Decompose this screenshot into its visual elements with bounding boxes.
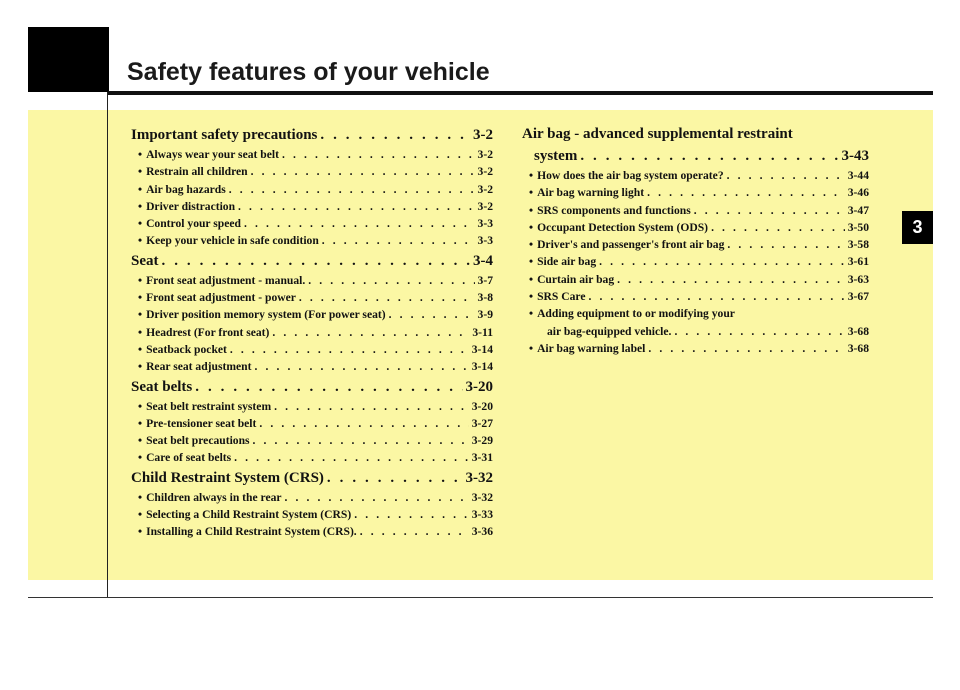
title-underline	[108, 91, 933, 95]
toc-entry-page: 3-32	[471, 490, 493, 504]
toc-entry-seat-belt-restraint-system[interactable]: • Seat belt restraint system . . . 3-20	[131, 398, 493, 415]
toc-entry-page: 3-50	[847, 220, 869, 234]
toc-entry-page: 3-20	[471, 399, 493, 413]
toc-entry-page: 3-29	[471, 434, 493, 448]
toc-entry-pre-tensioner-seat-belt[interactable]: • Pre-tensioner seat belt . . . 3-27	[131, 415, 493, 432]
toc-entry-title: Important safety precautions	[131, 127, 318, 143]
toc-entry-page: 3-2	[477, 182, 493, 196]
toc-entry-title: Driver distraction	[146, 199, 236, 213]
toc-entry-air-bag-hazards[interactable]: • Air bag hazards . . . 3-2	[131, 181, 493, 198]
margin-divider	[107, 92, 108, 598]
toc-entry-page: 3-4	[473, 252, 493, 269]
toc-entry-title-line1: Adding equipment to or modifying your	[537, 307, 735, 321]
toc-entry-selecting-crs[interactable]: • Selecting a Child Restraint System (CRS) . . . 3-33	[131, 506, 493, 523]
toc-entry-side-air-bag[interactable]: • Side air bag . . . 3-61	[522, 253, 869, 270]
toc-entry-page: 3-7	[477, 273, 493, 287]
toc-entry-title: Care of seat belts	[146, 451, 232, 465]
toc-entry-important-safety-precautions[interactable]	[131, 124, 493, 146]
toc-entry-air-bag-warning-light[interactable]: • Air bag warning light . . . 3-46	[522, 184, 869, 201]
toc-entry-page: 3-2	[473, 127, 493, 143]
toc-entry-driver-position-memory[interactable]: • Driver position memory system (For power seat) . . . 3-9	[131, 306, 493, 323]
toc-entry-title: SRS components and functions	[537, 203, 691, 217]
toc-entry-title: Seatback pocket	[146, 342, 227, 356]
toc-entry-page: 3-2	[477, 165, 493, 179]
toc-right-column	[522, 124, 869, 357]
page-title: Safety features of your vehicle	[127, 58, 490, 86]
toc-entry-page: 3-68	[847, 341, 869, 355]
toc-entry-restrain-all-children[interactable]: • Restrain all children . . . 3-2	[131, 163, 493, 180]
toc-entry-title: Curtain air bag	[537, 272, 615, 286]
toc-entry-title: Air bag warning light	[537, 186, 645, 200]
toc-entry-occupant-detection-system[interactable]: • Occupant Detection System (ODS) . . . 3-50	[522, 219, 869, 236]
toc-entry-child-restraint-system[interactable]	[131, 467, 493, 489]
toc-entry-children-in-rear[interactable]: • Children always in the rear . . . 3-32	[131, 489, 493, 506]
toc-entry-page: 3-2	[477, 148, 493, 161]
toc-entry-title: Selecting a Child Restraint System (CRS)	[146, 508, 352, 522]
toc-entry-page: 3-43	[841, 148, 869, 164]
toc-entry-page: 3-68	[847, 324, 869, 338]
toc-entry-page: 3-58	[847, 238, 869, 252]
toc-entry-page: 3-27	[471, 416, 493, 430]
toc-entry-keep-vehicle-safe[interactable]: • Keep your vehicle in safe condition . . . 3-3	[131, 232, 493, 249]
toc-entry-headrest[interactable]: • Headrest (For front seat) . . . 3-11	[131, 324, 493, 341]
toc-entry-page: 3-33	[471, 508, 493, 522]
toc-entry-front-air-bag[interactable]: • Driver's and passenger's front air bag . . . 3-58	[522, 236, 869, 253]
toc-entry-page: 3-61	[847, 255, 869, 269]
toc-entry-title: Installing a Child Restraint System (CRS).	[146, 525, 357, 539]
toc-entry-title: Control your speed	[146, 217, 241, 231]
toc-entry-title: Occupant Detection System (ODS)	[537, 220, 709, 234]
toc-entry-page: 3-20	[465, 378, 493, 395]
toc-entry-title: Child Restraint System (CRS)	[131, 469, 324, 486]
chapter-tab[interactable]	[902, 211, 933, 244]
toc-entry-title: Side air bag	[537, 255, 597, 269]
toc-entry-page: 3-32	[465, 469, 493, 486]
toc-entry-title: Headrest (For front seat)	[146, 325, 270, 339]
toc-entry-adding-equipment[interactable]: • Adding equipment to or modifying your air bag-equipped vehicle. . . . 3-68	[522, 305, 869, 340]
toc-entry-title: Driver's and passenger's front air bag	[537, 238, 725, 252]
toc-entry-seat-belts[interactable]	[131, 376, 493, 398]
toc-entry-page: 3-44	[847, 169, 869, 182]
toc-entry-title: Seat	[131, 252, 159, 269]
toc-entry-seat-belt-precautions[interactable]: • Seat belt precautions . . . 3-29	[131, 432, 493, 449]
toc-entry-title: Keep your vehicle in safe condition	[146, 234, 319, 248]
toc-entry-title: Front seat adjustment - power	[146, 291, 296, 305]
toc-entry-front-seat-power[interactable]: • Front seat adjustment - power . . . 3-8	[131, 289, 493, 306]
toc-entry-page: 3-8	[477, 291, 493, 305]
toc-entry-title: Driver position memory system (For power seat)	[146, 308, 386, 322]
toc-entry-title: Children always in the rear	[146, 490, 282, 504]
toc-entry-title: Seat belt precautions	[146, 434, 250, 448]
toc-entry-page: 3-11	[472, 325, 493, 339]
toc-entry-page: 3-9	[477, 308, 493, 322]
toc-entry-seatback-pocket[interactable]: • Seatback pocket . . . 3-14	[131, 341, 493, 358]
toc-left-column	[131, 124, 493, 541]
toc-entry-rear-seat-adjustment[interactable]: • Rear seat adjustment . . . 3-14	[131, 358, 493, 375]
toc-entry-title: Restrain all children	[146, 165, 248, 179]
toc-entry-how-air-bag-operates[interactable]: • How does the air bag system operate? . . . 3-44	[522, 167, 869, 184]
toc-entry-title-line1: Air bag - advanced supplemental restraint	[522, 126, 793, 142]
toc-entry-always-wear-seat-belt[interactable]: • Always wear your seat belt . . . 3-2	[131, 146, 493, 163]
toc-entry-air-bag-warning-label[interactable]: • Air bag warning label . . . 3-68	[522, 340, 869, 357]
toc-entry-srs-components[interactable]: • SRS components and functions . . . 3-47	[522, 202, 869, 219]
toc-entry-title: Seat belt restraint system	[146, 399, 272, 413]
toc-entry-control-your-speed[interactable]: • Control your speed . . . 3-3	[131, 215, 493, 232]
toc-entry-page: 3-63	[847, 272, 869, 286]
toc-entry-title: Pre-tensioner seat belt	[146, 416, 257, 430]
toc-entry-air-bag-srs[interactable]	[522, 124, 869, 167]
toc-entry-page: 3-31	[471, 451, 493, 465]
toc-entry-page: 3-3	[477, 217, 493, 231]
toc-entry-curtain-air-bag[interactable]: • Curtain air bag . . . 3-63	[522, 271, 869, 288]
toc-entry-title-line2: system	[534, 148, 578, 164]
toc-entry-care-of-seat-belts[interactable]: • Care of seat belts . . . 3-31	[131, 449, 493, 466]
chapter-number: 3	[912, 217, 923, 237]
toc-entry-title: Air bag warning label	[537, 341, 646, 355]
toc-entry-page: 3-3	[477, 234, 493, 248]
toc-entry-installing-crs[interactable]: • Installing a Child Restraint System (CRS). . . . 3-36	[131, 523, 493, 540]
toc-entry-page: 3-14	[471, 342, 493, 356]
toc-entry-page: 3-14	[471, 360, 493, 374]
toc-entry-title: Rear seat adjustment	[146, 360, 252, 374]
toc-entry-title: Air bag hazards	[146, 182, 226, 196]
toc-entry-title: Seat belts	[131, 378, 193, 395]
toc-entry-page: 3-46	[847, 186, 869, 200]
toc-entry-page: 3-47	[847, 203, 869, 217]
toc-entry-title: SRS Care	[537, 290, 586, 304]
toc-entry-title: Front seat adjustment - manual.	[146, 273, 306, 287]
header-black-block	[28, 27, 109, 92]
footer-rule	[28, 597, 933, 598]
toc-entry-title: How does the air bag system operate?	[537, 169, 724, 182]
toc-entry-driver-distraction[interactable]: • Driver distraction . . . 3-2	[131, 198, 493, 215]
toc-entry-seat[interactable]	[131, 250, 493, 272]
toc-entry-page: 3-2	[477, 199, 493, 213]
toc-entry-srs-care[interactable]: • SRS Care . . . 3-67	[522, 288, 869, 305]
toc-entry-front-seat-manual[interactable]: • Front seat adjustment - manual. . . . 3-7	[131, 272, 493, 289]
toc-entry-page: 3-67	[847, 290, 869, 304]
toc-entry-title-line2: air bag-equipped vehicle.	[547, 324, 672, 338]
toc-entry-page: 3-36	[471, 525, 493, 539]
toc-entry-title: Always wear your seat belt	[146, 148, 279, 161]
